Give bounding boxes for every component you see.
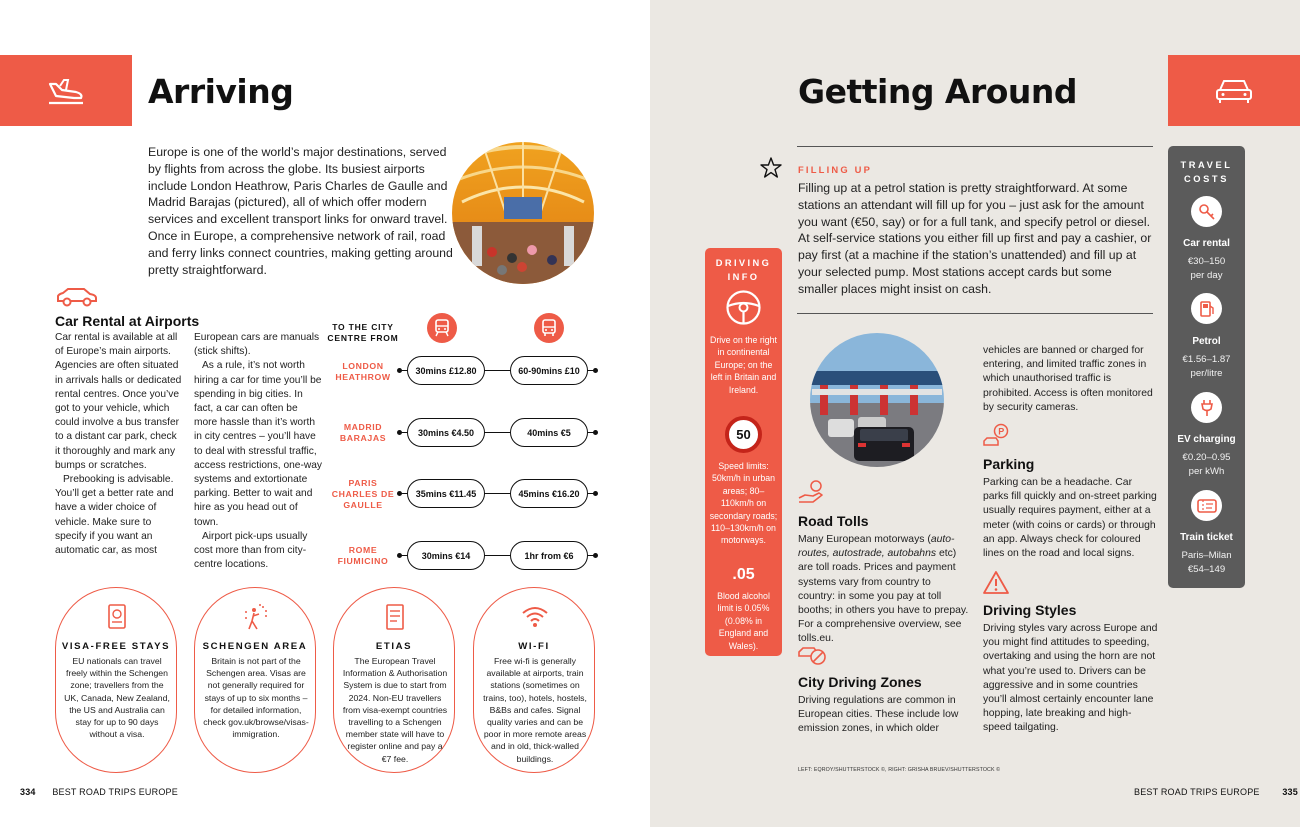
footer-title: BEST ROAD TRIPS EUROPE <box>1134 787 1260 797</box>
bus-time-madrid: 40mins €5 <box>510 418 588 447</box>
airport-photo <box>452 142 594 284</box>
photo-credit: LEFT: EQROY/SHUTTERSTOCK ©, RIGHT: GRISHA BRUEV/SHUTTERSTOCK © <box>798 767 1001 773</box>
eu-stars-icon <box>241 602 271 632</box>
capsule-text: Free wi-fi is generally available at airports, train stations (sometimes on trains, too), hotels, hostels, B&Bs and cafes. Signal quality varies and can be poor in more remote areas and in old, thick-walled buildings. <box>483 656 587 764</box>
train-time-paris: 35mins €11.45 <box>407 479 485 508</box>
table-dot <box>593 491 598 496</box>
filling-up-label: FILLING UP <box>798 164 873 175</box>
capsule-title: SCHENGEN AREA <box>202 641 308 652</box>
page-number: 335 <box>1282 787 1298 797</box>
airport-rome-fiumicino: ROME FIUMICINO <box>337 545 389 566</box>
getting-around-tab <box>1168 55 1300 126</box>
road-tolls-text-italic: auto-routes, autostrade, autobahns <box>798 534 955 560</box>
capsule-text: EU nationals can travel freely within the Schengen zone; travellers from the UK, Canada, New Zealand, the US and Australia can stay for up to 90 days without a visa. <box>64 656 170 740</box>
car-rental-col2 <box>194 331 322 572</box>
speed-limit-text: Speed limits: 50km/h in urban areas; 80–110km/h on secondary roads; 110–130km/h on motorways. <box>709 461 778 546</box>
driving-styles-text: Driving styles vary across Europe and you might find attitudes to speeding, overtaking and using the horn are not what you’re used to. Drivers can be aggressive and in some countries you’ll almost certainly encounter lane hopping, late breaking and high-speed tailgating. <box>983 623 1158 734</box>
table-dot <box>593 553 598 558</box>
ev-plug-icon <box>1191 392 1222 423</box>
page-heading-arriving: Arriving <box>148 72 294 111</box>
page-number: 334 <box>20 787 36 797</box>
capsule-title: ETIAS <box>375 641 413 652</box>
road-tolls-title: Road Tolls <box>798 513 869 529</box>
car-front-icon <box>1214 76 1254 106</box>
footer-right <box>1134 787 1298 797</box>
car-rental-col2-p3: Airport pick-ups usually cost more than from city-centre locations. <box>194 530 308 571</box>
airport-paris-cdg: PARIS CHARLES DE GAULLE <box>331 478 395 510</box>
car-rental-col2-p1: European cars are manuals (stick shifts). <box>194 332 320 358</box>
traffic-zones-continued: vehicles are banned or charged for entering, and limited traffic zones in which unauthorised traffic is prohibited. Access is often monitored by security cameras. <box>983 345 1153 413</box>
arriving-intro: Europe is one of the world’s major destinations, served by flights from across the globe. Its busiest airports include London Heathrow, Paris Charles de Gaulle and Madrid Barajas (pictured), all of which offer modern services and excellent transport links for onward travel. Once in Europe, a comprehensive network of rail, road and ferry links connect countries, making getting around pretty straightforward. <box>148 145 453 277</box>
cost-value-ev-charging: €0.20–0.95 per kWh <box>1182 452 1231 477</box>
capsule-wifi <box>473 587 595 773</box>
train-icon <box>427 313 457 343</box>
travel-costs-panel <box>1168 146 1245 588</box>
bus-time-heathrow: 60-90mins £10 <box>510 356 588 385</box>
parking-title: Parking <box>983 456 1035 472</box>
document-icon <box>380 602 410 632</box>
table-dot <box>593 368 598 373</box>
arriving-tab <box>0 55 132 126</box>
driving-info-title: DRIVING INFO <box>715 258 772 282</box>
wifi-icon <box>520 602 550 632</box>
car-rental-col1-p1: Car rental is available at all of Europe’s main airports. Agencies are often situated in arrivals halls or dedicated rental centres. Once you’ve got to your vehicle, which could involve a bus transfer to a distant car park, check it thoroughly and mark any bumps or scratches. <box>55 332 182 471</box>
hand-coin-icon <box>797 480 825 506</box>
cost-value-train-ticket: Paris–Milan €54–149 <box>1181 550 1232 575</box>
ticket-icon <box>1191 490 1222 521</box>
airplane-landing-icon <box>46 76 86 106</box>
drive-side-text: Drive on the right in continental Europe; on the left in Britain and Ireland. <box>710 335 777 395</box>
table-dot <box>593 430 598 435</box>
svg-text:P: P <box>998 426 1005 437</box>
alcohol-limit-value: .05 <box>732 566 755 583</box>
car-rental-col1 <box>55 331 183 558</box>
capsule-title: VISA-FREE STAYS <box>61 641 171 652</box>
bus-icon <box>534 313 564 343</box>
train-time-madrid: 30mins €4.50 <box>407 418 485 447</box>
airport-madrid-barajas: MADRID BARAJAS <box>339 422 387 443</box>
star-icon <box>760 157 782 179</box>
passport-icon <box>102 602 132 632</box>
bus-time-rome: 1hr from €6 <box>510 541 588 570</box>
bus-time-paris: 45mins €16.20 <box>510 479 588 508</box>
road-tolls-text <box>798 533 970 647</box>
car-rental-col1-p2: Prebooking is advisable. You’ll get a better rate and have a wider choice of vehicle. Make sure to specify if you want an automatic car, as most <box>55 474 174 557</box>
cost-label-train-ticket: Train ticket <box>1180 532 1233 543</box>
divider <box>797 146 1153 147</box>
train-time-rome: 30mins €14 <box>407 541 485 570</box>
capsule-text: Britain is not part of the Schengen area. Visas are not generally required for stays of up to six months – for detailed information, check gov.uk/browse/visas-immigration. <box>203 656 309 740</box>
steering-wheel-icon <box>725 289 762 326</box>
cost-label-ev-charging: EV charging <box>1177 434 1236 445</box>
car-keys-icon <box>1191 196 1222 227</box>
capsule-schengen-area <box>194 587 316 773</box>
city-zones-title: City Driving Zones <box>798 674 922 690</box>
driving-info-panel <box>705 248 782 656</box>
parking-text: Parking can be a headache. Car parks fill quickly and on-street parking usually requires payment, either at a meter (with coins or cards) or through an app. Always check for coloured lines on the road and local signs. <box>983 477 1157 560</box>
capsule-text: The European Travel Information & Authorisation System is due to start from 2024. Non-EU travellers from visa-exempt countries travelling to a Schengen member state will have to register online and pay a €7 fee. <box>342 656 448 764</box>
car-rental-title: Car Rental at Airports <box>55 313 200 329</box>
footer-title: BEST ROAD TRIPS EUROPE <box>52 787 178 797</box>
car-icon <box>55 286 99 308</box>
filling-up-text: Filling up at a petrol station is pretty straightforward. At some stations an attendant will fill up for you – just ask for the amount you want (€50, say) or for a full tank, and specify petrol or diesel. At self-service stations you either fill up first and pay a cashier, or pay first (at a machine if the station’s unattended) and fill up at your selected pump. Most stations accept cards but some smaller places might insist on cash. <box>798 181 1152 296</box>
capsule-visa-free-stays <box>55 587 177 773</box>
driving-styles-title: Driving Styles <box>983 602 1077 618</box>
cost-label-petrol: Petrol <box>1192 336 1221 347</box>
cost-label-car-rental: Car rental <box>1183 238 1230 249</box>
capsule-title: WI-FI <box>518 641 550 652</box>
road-tolls-text-a: Many European motorways ( <box>798 534 931 545</box>
speed-limit-sign: 50 <box>725 416 762 453</box>
cost-value-car-rental: €30–150 per day <box>1187 256 1226 281</box>
travel-costs-title: TRAVEL COSTS <box>1180 160 1233 184</box>
alcohol-limit-text: Blood alcohol limit is 0.05% (0.08% in England and Wales). <box>717 591 770 651</box>
footer-left <box>20 787 178 797</box>
parking-icon <box>982 423 1010 449</box>
transport-table-header: TO THE CITY CENTRE FROM <box>327 322 399 343</box>
no-car-zone-icon <box>797 642 827 666</box>
road-tolls-text-b: etc) are toll roads. Prices and payment systems vary from country to country: in some you pay at toll booths; in others you have to prepay. For a comprehensive overview, see tolls.eu. <box>798 548 969 645</box>
divider <box>797 313 1153 314</box>
cost-value-petrol: €1.56–1.87 per/litre <box>1182 354 1231 379</box>
toll-booth-photo <box>810 333 944 467</box>
airport-london-heathrow: LONDON HEATHROW <box>335 361 391 382</box>
city-zones-text: Driving regulations are common in European cities. These include low emission zones, in which older <box>798 695 959 735</box>
capsule-etias <box>333 587 455 773</box>
warning-icon <box>982 570 1010 596</box>
train-time-heathrow: 30mins £12.80 <box>407 356 485 385</box>
car-rental-col2-p2: As a rule, it’s not worth hiring a car for time you’ll be spending in big cities. In fact, a car can often be more hassle than it’s worth in city centres – you’ll have to deal with stressful traffic, access restrictions, one-way systems and extortionate parking. Better to wait and hire as you head out of town. <box>194 360 322 528</box>
fuel-pump-icon <box>1191 293 1222 324</box>
page-heading-getting-around: Getting Around <box>798 72 1078 111</box>
